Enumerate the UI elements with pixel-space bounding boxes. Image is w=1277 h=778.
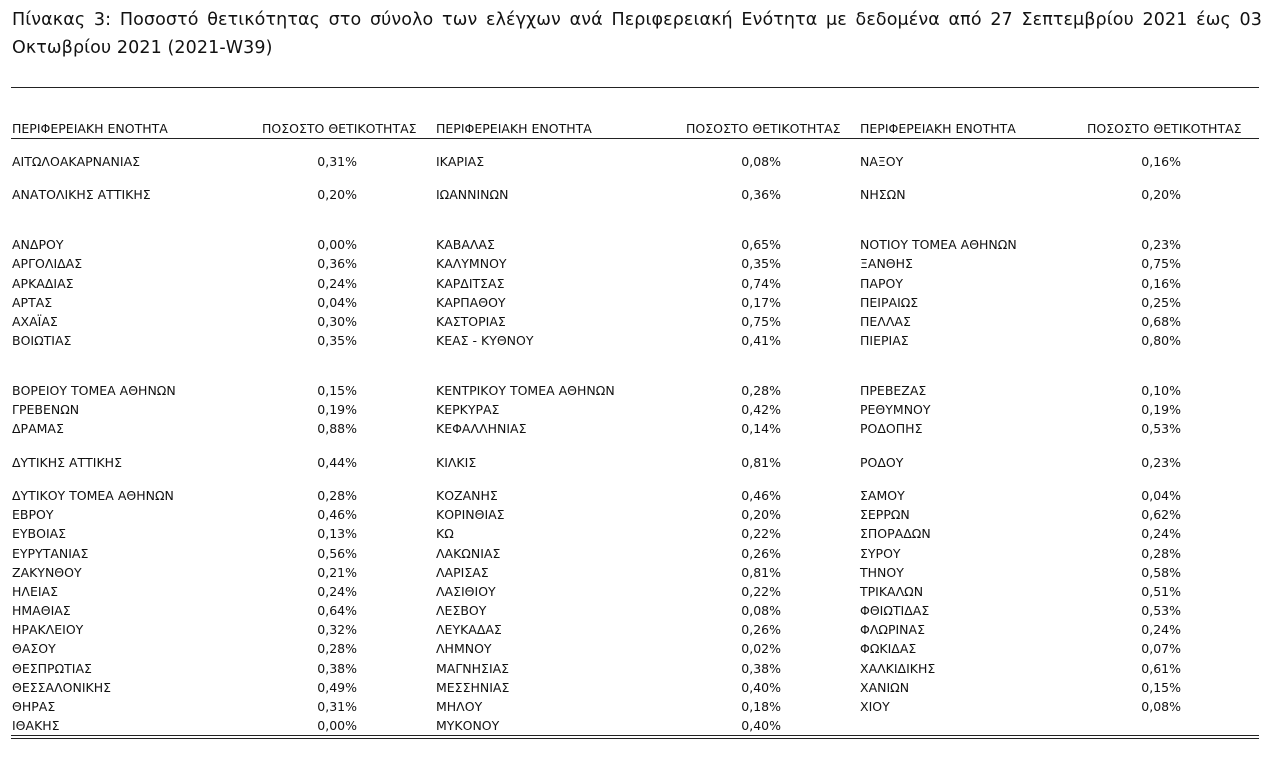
- header-region-1: ΠΕΡΙΦΕΡΕΙΑΚΗ ΕΝΟΤΗΤΑ: [12, 121, 168, 136]
- positivity-rate: 0,51%: [1141, 584, 1181, 599]
- positivity-rate: 0,16%: [1141, 276, 1181, 291]
- positivity-rate: 0,10%: [1141, 383, 1181, 398]
- region-name: ΜΕΣΣΗΝΙΑΣ: [436, 680, 510, 695]
- region-name: ΛΑΣΙΘΙΟΥ: [436, 584, 496, 599]
- positivity-rate: 0,68%: [1141, 314, 1181, 329]
- positivity-rate: 0,20%: [741, 507, 781, 522]
- positivity-rate: 0,28%: [1141, 546, 1181, 561]
- positivity-rate: 0,40%: [741, 680, 781, 695]
- positivity-rate: 0,08%: [741, 154, 781, 169]
- region-name: ΡΟΔΟΥ: [860, 455, 904, 470]
- region-name: ΒΟΡΕΙΟΥ ΤΟΜΕΑ ΑΘΗΝΩΝ: [12, 383, 176, 398]
- positivity-rate: 0,53%: [1141, 421, 1181, 436]
- positivity-rate: 0,15%: [1141, 680, 1181, 695]
- region-name: ΠΕΛΛΑΣ: [860, 314, 911, 329]
- positivity-rate: 0,40%: [741, 718, 781, 733]
- positivity-rate: 0,04%: [1141, 488, 1181, 503]
- region-name: ΚΑΡΠΑΘΟΥ: [436, 295, 506, 310]
- positivity-rate: 0,15%: [317, 383, 357, 398]
- positivity-rate: 0,75%: [741, 314, 781, 329]
- positivity-rate: 0,35%: [741, 256, 781, 271]
- region-name: ΕΥΒΟΙΑΣ: [12, 526, 67, 541]
- positivity-rate: 0,08%: [1141, 699, 1181, 714]
- region-name: ΝΟΤΙΟΥ ΤΟΜΕΑ ΑΘΗΝΩΝ: [860, 237, 1017, 252]
- region-name: ΦΘΙΩΤΙΔΑΣ: [860, 603, 930, 618]
- region-name: ΦΛΩΡΙΝΑΣ: [860, 622, 925, 637]
- positivity-rate: 0,32%: [317, 622, 357, 637]
- positivity-rate: 0,24%: [1141, 526, 1181, 541]
- region-name: ΡΟΔΟΠΗΣ: [860, 421, 923, 436]
- positivity-rate: 0,81%: [741, 455, 781, 470]
- header-region-3: ΠΕΡΙΦΕΡΕΙΑΚΗ ΕΝΟΤΗΤΑ: [860, 121, 1016, 136]
- positivity-rate: 0,44%: [317, 455, 357, 470]
- positivity-rate: 0,38%: [317, 661, 357, 676]
- positivity-rate: 0,56%: [317, 546, 357, 561]
- region-name: ΚΕΝΤΡΙΚΟΥ ΤΟΜΕΑ ΑΘΗΝΩΝ: [436, 383, 615, 398]
- region-name: ΓΡΕΒΕΝΩΝ: [12, 402, 80, 417]
- positivity-rate: 0,14%: [741, 421, 781, 436]
- region-name: ΑΙΤΩΛΟΑΚΑΡΝΑΝΙΑΣ: [12, 154, 141, 169]
- region-name: ΝΑΞΟΥ: [860, 154, 904, 169]
- region-name: ΛΗΜΝΟΥ: [436, 641, 492, 656]
- positivity-rate: 0,18%: [741, 699, 781, 714]
- region-name: ΑΡΓΟΛΙΔΑΣ: [12, 256, 83, 271]
- region-name: ΔΥΤΙΚΗΣ ΑΤΤΙΚΗΣ: [12, 455, 122, 470]
- region-name: ΘΑΣΟΥ: [12, 641, 56, 656]
- region-name: ΚΟΖΑΝΗΣ: [436, 488, 498, 503]
- positivity-rate: 0,22%: [741, 584, 781, 599]
- region-name: ΣΑΜΟΥ: [860, 488, 905, 503]
- region-name: ΙΚΑΡΙΑΣ: [436, 154, 485, 169]
- region-name: ΗΜΑΘΙΑΣ: [12, 603, 71, 618]
- positivity-rate: 0,65%: [741, 237, 781, 252]
- positivity-rate: 0,61%: [1141, 661, 1181, 676]
- region-name: ΚΕΦΑΛΛΗΝΙΑΣ: [436, 421, 527, 436]
- top-rule: [11, 87, 1259, 88]
- positivity-rate: 0,28%: [317, 641, 357, 656]
- positivity-rate: 0,21%: [317, 565, 357, 580]
- region-name: ΘΕΣΠΡΩΤΙΑΣ: [12, 661, 92, 676]
- region-name: ΑΡΚΑΔΙΑΣ: [12, 276, 74, 291]
- region-name: ΑΝΔΡΟΥ: [12, 237, 64, 252]
- positivity-rate: 0,19%: [317, 402, 357, 417]
- region-name: ΚΟΡΙΝΘΙΑΣ: [436, 507, 505, 522]
- positivity-rate: 0,81%: [741, 565, 781, 580]
- header-rate-3: ΠΟΣΟΣΤΟ ΘΕΤΙΚΟΤΗΤΑΣ: [1087, 121, 1242, 136]
- positivity-rate: 0,20%: [317, 187, 357, 202]
- positivity-rate: 0,02%: [741, 641, 781, 656]
- positivity-rate: 0,17%: [741, 295, 781, 310]
- positivity-rate: 0,36%: [317, 256, 357, 271]
- positivity-rate: 0,31%: [317, 699, 357, 714]
- positivity-rate: 0,53%: [1141, 603, 1181, 618]
- region-name: ΕΥΡΥΤΑΝΙΑΣ: [12, 546, 89, 561]
- region-name: ΚΩ: [436, 526, 454, 541]
- positivity-rate: 0,00%: [317, 718, 357, 733]
- positivity-rate: 0,75%: [1141, 256, 1181, 271]
- region-name: ΚΑΡΔΙΤΣΑΣ: [436, 276, 505, 291]
- region-name: ΝΗΣΩΝ: [860, 187, 906, 202]
- positivity-rate: 0,23%: [1141, 455, 1181, 470]
- positivity-rate: 0,04%: [317, 295, 357, 310]
- positivity-rate: 0,23%: [1141, 237, 1181, 252]
- region-name: ΣΥΡΟΥ: [860, 546, 901, 561]
- bottom-rule-double: [11, 738, 1259, 739]
- region-name: ΛΑΚΩΝΙΑΣ: [436, 546, 501, 561]
- positivity-rate: 0,26%: [741, 546, 781, 561]
- positivity-rate: 0,38%: [741, 661, 781, 676]
- positivity-rate: 0,28%: [317, 488, 357, 503]
- positivity-rate: 0,74%: [741, 276, 781, 291]
- positivity-rate: 0,62%: [1141, 507, 1181, 522]
- region-name: ΖΑΚΥΝΘΟΥ: [12, 565, 82, 580]
- region-name: ΧΙΟΥ: [860, 699, 890, 714]
- positivity-rate: 0,26%: [741, 622, 781, 637]
- region-name: ΔΡΑΜΑΣ: [12, 421, 64, 436]
- positivity-rate: 0,80%: [1141, 333, 1181, 348]
- header-rule: [11, 138, 1259, 139]
- region-name: ΘΕΣΣΑΛΟΝΙΚΗΣ: [12, 680, 112, 695]
- region-name: ΚΑΛΥΜΝΟΥ: [436, 256, 507, 271]
- region-name: ΦΩΚΙΔΑΣ: [860, 641, 917, 656]
- region-name: ΔΥΤΙΚΟΥ ΤΟΜΕΑ ΑΘΗΝΩΝ: [12, 488, 174, 503]
- region-name: ΑΡΤΑΣ: [12, 295, 53, 310]
- positivity-rate: 0,24%: [317, 584, 357, 599]
- region-name: ΠΙΕΡΙΑΣ: [860, 333, 909, 348]
- region-name: ΚΕΑΣ - ΚΥΘΝΟΥ: [436, 333, 534, 348]
- region-name: ΚΑΣΤΟΡΙΑΣ: [436, 314, 506, 329]
- region-name: ΞΑΝΘΗΣ: [860, 256, 913, 271]
- table-title: Πίνακας 3: Ποσοστό θετικότητας στο σύνολο των ελέγχων ανά Περιφερειακή Ενότητα με δεδομένα από 27 Σεπτεμβρίου 2021 έως 03 Οκτωβρίου 2021 (2021-W39): [12, 10, 1262, 58]
- region-name: ΤΗΝΟΥ: [860, 565, 904, 580]
- region-name: ΤΡΙΚΑΛΩΝ: [860, 584, 924, 599]
- header-rate-1: ΠΟΣΟΣΤΟ ΘΕΤΙΚΟΤΗΤΑΣ: [262, 121, 417, 136]
- positivity-rate: 0,28%: [741, 383, 781, 398]
- positivity-rate: 0,16%: [1141, 154, 1181, 169]
- positivity-rate: 0,36%: [741, 187, 781, 202]
- region-name: ΚΙΛΚΙΣ: [436, 455, 477, 470]
- positivity-rate: 0,46%: [741, 488, 781, 503]
- region-name: ΜΗΛΟΥ: [436, 699, 483, 714]
- region-name: ΛΕΥΚΑΔΑΣ: [436, 622, 502, 637]
- region-name: ΜΥΚΟΝΟΥ: [436, 718, 500, 733]
- positivity-rate: 0,42%: [741, 402, 781, 417]
- table-header: [0, 121, 1277, 137]
- positivity-rate: 0,31%: [317, 154, 357, 169]
- region-name: ΙΘΑΚΗΣ: [12, 718, 60, 733]
- region-name: ΠΡΕΒΕΖΑΣ: [860, 383, 927, 398]
- positivity-rate: 0,22%: [741, 526, 781, 541]
- region-name: ΧΑΝΙΩΝ: [860, 680, 910, 695]
- region-name: ΘΗΡΑΣ: [12, 699, 56, 714]
- positivity-rate: 0,46%: [317, 507, 357, 522]
- region-name: ΒΟΙΩΤΙΑΣ: [12, 333, 72, 348]
- positivity-rate: 0,24%: [317, 276, 357, 291]
- positivity-rate: 0,08%: [741, 603, 781, 618]
- region-name: ΚΕΡΚΥΡΑΣ: [436, 402, 500, 417]
- region-name: ΙΩΑΝΝΙΝΩΝ: [436, 187, 509, 202]
- region-name: ΑΝΑΤΟΛΙΚΗΣ ΑΤΤΙΚΗΣ: [12, 187, 151, 202]
- positivity-rate: 0,30%: [317, 314, 357, 329]
- region-name: ΠΑΡΟΥ: [860, 276, 903, 291]
- region-name: ΣΕΡΡΩΝ: [860, 507, 910, 522]
- positivity-rate: 0,00%: [317, 237, 357, 252]
- header-rate-2: ΠΟΣΟΣΤΟ ΘΕΤΙΚΟΤΗΤΑΣ: [686, 121, 841, 136]
- region-name: ΗΛΕΙΑΣ: [12, 584, 58, 599]
- positivity-rate: 0,64%: [317, 603, 357, 618]
- region-name: ΜΑΓΝΗΣΙΑΣ: [436, 661, 510, 676]
- positivity-rate: 0,20%: [1141, 187, 1181, 202]
- region-name: ΑΧΑΪΑΣ: [12, 314, 58, 329]
- positivity-rate: 0,07%: [1141, 641, 1181, 656]
- positivity-rate: 0,58%: [1141, 565, 1181, 580]
- region-name: ΛΕΣΒΟΥ: [436, 603, 487, 618]
- region-name: ΛΑΡΙΣΑΣ: [436, 565, 489, 580]
- region-name: ΣΠΟΡΑΔΩΝ: [860, 526, 931, 541]
- positivity-rate: 0,41%: [741, 333, 781, 348]
- positivity-rate: 0,88%: [317, 421, 357, 436]
- positivity-rate: 0,35%: [317, 333, 357, 348]
- region-name: ΧΑΛΚΙΔΙΚΗΣ: [860, 661, 936, 676]
- positivity-rate: 0,19%: [1141, 402, 1181, 417]
- region-name: ΚΑΒΑΛΑΣ: [436, 237, 495, 252]
- positivity-rate: 0,13%: [317, 526, 357, 541]
- positivity-rate: 0,49%: [317, 680, 357, 695]
- region-name: ΗΡΑΚΛΕΙΟΥ: [12, 622, 84, 637]
- positivity-rate: 0,25%: [1141, 295, 1181, 310]
- region-name: ΕΒΡΟΥ: [12, 507, 54, 522]
- positivity-rate: 0,24%: [1141, 622, 1181, 637]
- bottom-rule: [11, 735, 1259, 736]
- region-name: ΠΕΙΡΑΙΩΣ: [860, 295, 919, 310]
- header-region-2: ΠΕΡΙΦΕΡΕΙΑΚΗ ΕΝΟΤΗΤΑ: [436, 121, 592, 136]
- region-name: ΡΕΘΥΜΝΟΥ: [860, 402, 931, 417]
